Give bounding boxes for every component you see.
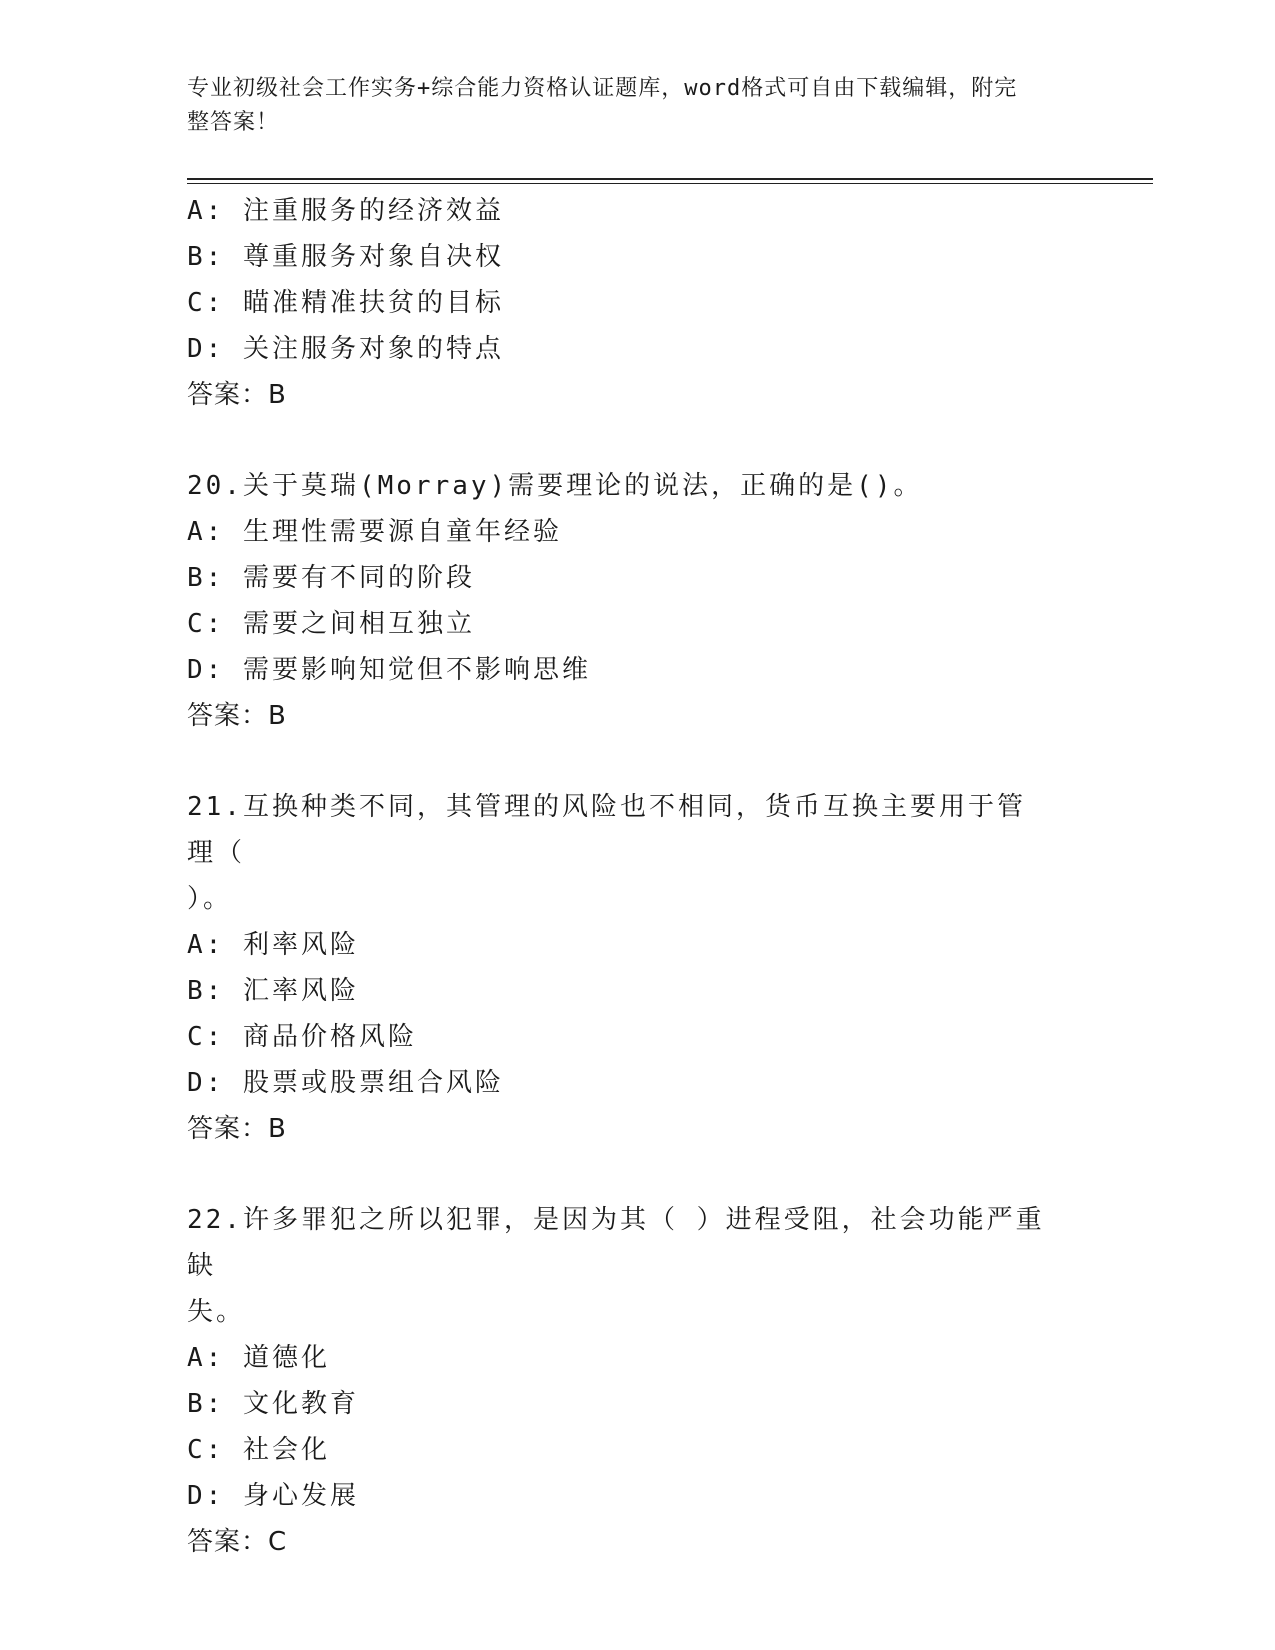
question-22 bbox=[187, 1197, 1087, 1565]
header-line-2: 整答案！ bbox=[187, 110, 280, 135]
header-line-1: 专业初级社会工作实务+综合能力资格认证题库，word格式可自由下载编辑，附完 bbox=[187, 76, 1018, 101]
option-c: C: 需要之间相互独立 bbox=[187, 609, 475, 639]
option-c: C: 瞄准精准扶贫的目标 bbox=[187, 288, 504, 318]
header-divider-thick bbox=[187, 178, 1153, 180]
question-stem-line-2: ）。 bbox=[187, 884, 233, 914]
answer-line: 答案：B bbox=[187, 380, 287, 410]
option-a: A: 道德化 bbox=[187, 1343, 330, 1373]
option-a: A: 生理性需要源自童年经验 bbox=[187, 517, 562, 547]
option-d: D: 身心发展 bbox=[187, 1481, 359, 1511]
question-stem-line-1: 22.许多罪犯之所以犯罪，是因为其（ ）进程受阻，社会功能严重缺 bbox=[187, 1205, 1045, 1281]
option-b: B: 汇率风险 bbox=[187, 976, 359, 1006]
option-b: B: 尊重服务对象自决权 bbox=[187, 242, 504, 272]
question-21 bbox=[187, 784, 1087, 1152]
question-19 bbox=[187, 188, 1087, 418]
answer-line: 答案：B bbox=[187, 701, 287, 731]
option-c: C: 社会化 bbox=[187, 1435, 330, 1465]
option-a: A: 注重服务的经济效益 bbox=[187, 196, 504, 226]
option-c: C: 商品价格风险 bbox=[187, 1022, 417, 1052]
option-d: D: 股票或股票组合风险 bbox=[187, 1068, 504, 1098]
option-a: A: 利率风险 bbox=[187, 930, 359, 960]
question-list bbox=[187, 188, 1087, 1565]
option-d: D: 需要影响知觉但不影响思维 bbox=[187, 655, 591, 685]
question-stem: 20.关于莫瑞(Morray)需要理论的说法，正确的是()。 bbox=[187, 471, 923, 501]
header-divider-thin bbox=[187, 183, 1153, 184]
question-stem-line-2: 失。 bbox=[187, 1297, 246, 1327]
document-header bbox=[187, 72, 1087, 140]
option-d: D: 关注服务对象的特点 bbox=[187, 334, 504, 364]
question-20 bbox=[187, 463, 1087, 739]
answer-line: 答案：B bbox=[187, 1114, 287, 1144]
option-b: B: 需要有不同的阶段 bbox=[187, 563, 475, 593]
option-b: B: 文化教育 bbox=[187, 1389, 359, 1419]
question-stem-line-1: 21.互换种类不同，其管理的风险也不相同，货币互换主要用于管理（ bbox=[187, 792, 1026, 868]
answer-line: 答案：C bbox=[187, 1527, 288, 1557]
